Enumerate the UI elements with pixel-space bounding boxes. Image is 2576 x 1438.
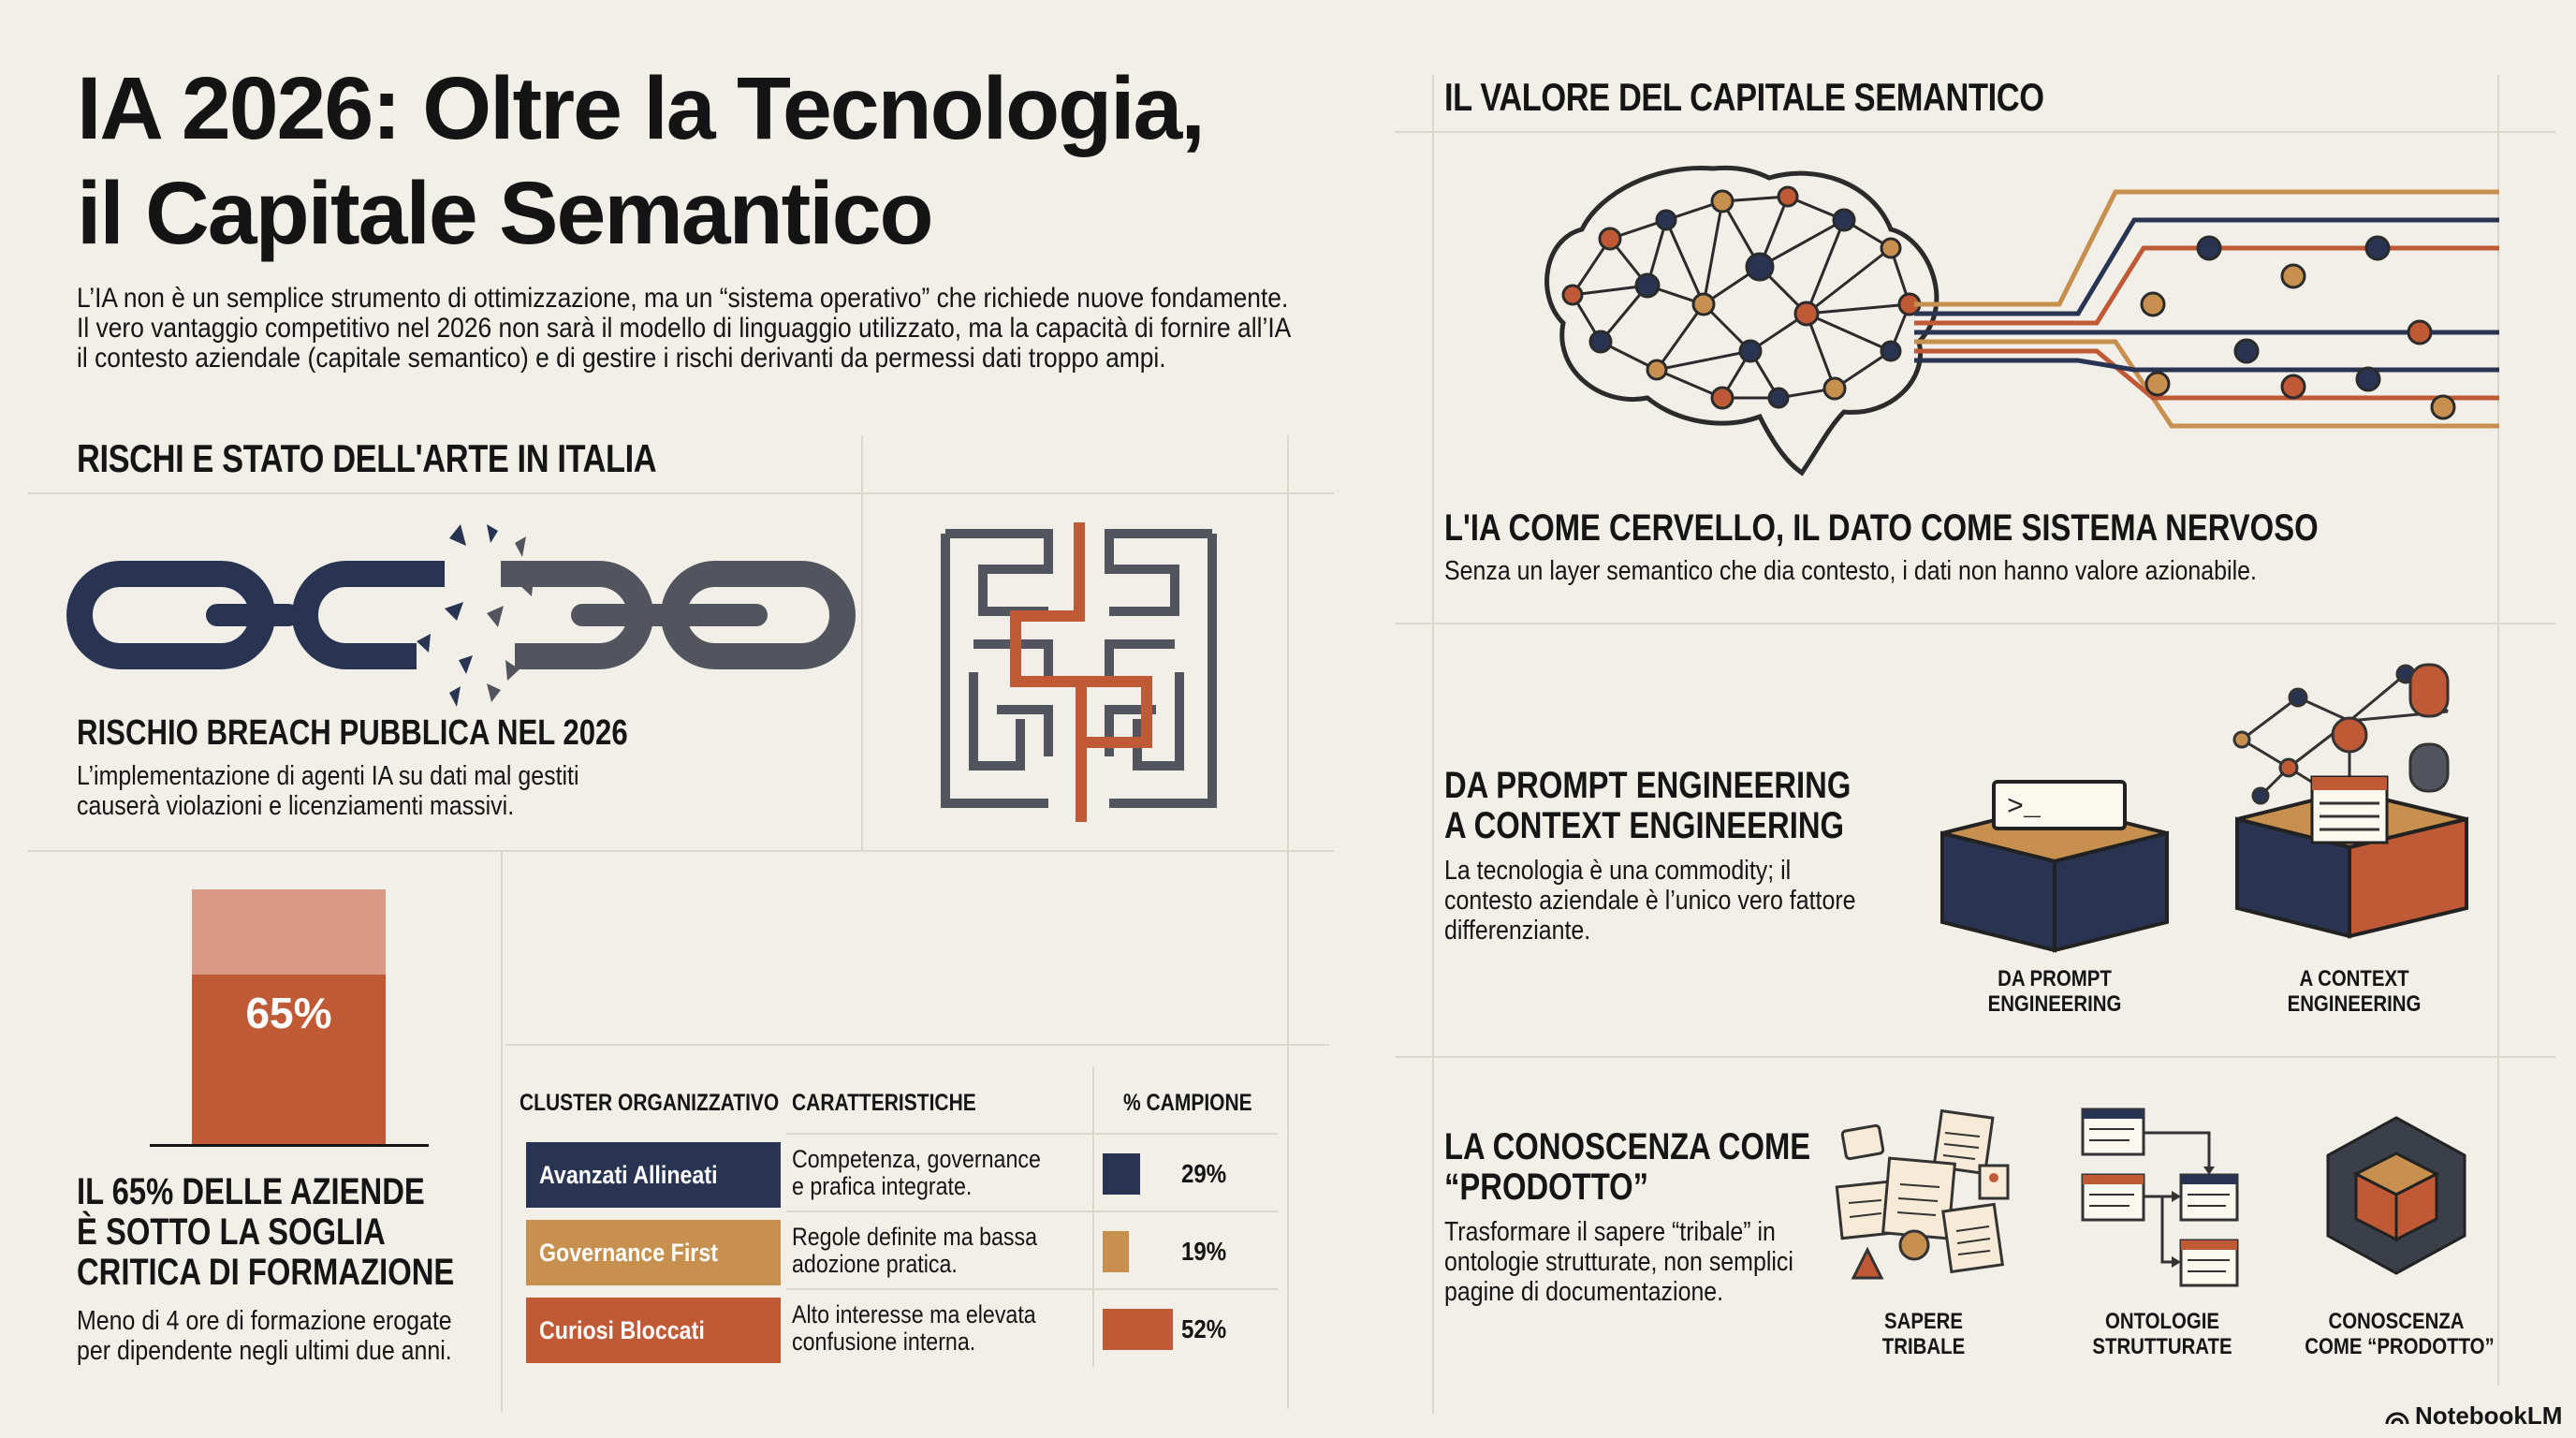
table-row-cluster: Curiosi Bloccati bbox=[526, 1298, 781, 1363]
table-row-percentage: 19% bbox=[1181, 1237, 1227, 1266]
caption-knowledge-product: CONOSCENZA COME “PRODOTTO” bbox=[2305, 1309, 2495, 1359]
intro-text: L’IA non è un semplice strumento di ottimizzazione, ma un “sistema operativo” che richiede nuove fondamente. Il vero vantaggio competitivo nel 2026 non sarà il modello di linguaggio utilizzato, ma la capacità di fornire all’IA il contesto aziendale (capitale semantico) e di gestire i rischi derivanti da permessi dati troppo ampi. bbox=[77, 283, 1292, 374]
table-divider bbox=[786, 1133, 1278, 1135]
grid-line bbox=[1395, 131, 2555, 133]
caption-tribal: SAPERE TRIBALE bbox=[1881, 1309, 1966, 1359]
grid-line bbox=[861, 435, 863, 852]
prompt-symbol: >_ bbox=[2007, 792, 2042, 824]
brain-text: Senza un layer semantico che dia contesto, i dati non hanno valore azionabile. bbox=[1444, 556, 2257, 586]
knowledge-cube-icon bbox=[2326, 1116, 2466, 1275]
table-header-percentage: % CAMPIONE bbox=[1123, 1090, 1252, 1116]
table-header-cluster: CLUSTER ORGANIZZATIVO bbox=[520, 1090, 780, 1116]
page-title: IA 2026: Oltre la Tecnologia, il Capitale Semantico bbox=[77, 59, 1204, 263]
table-divider bbox=[786, 1211, 1278, 1212]
table-row-description: Alto interesse ma elevata confusione interna. bbox=[792, 1300, 1036, 1356]
caption-ontologies: ONTOLOGIE STRUTTURATE bbox=[2092, 1309, 2232, 1359]
training-bar-label: 65% bbox=[245, 989, 332, 1037]
section-heading-risks: RISCHI E STATO DELL'ARTE IN ITALIA bbox=[77, 436, 657, 480]
tribal-notes-icon bbox=[1835, 1105, 2012, 1283]
grid-line bbox=[501, 850, 503, 1412]
breach-title: RISCHIO BREACH PUBBLICA NEL 2026 bbox=[77, 713, 628, 753]
context-title: DA PROMPT ENGINEERING A CONTEXT ENGINEERING bbox=[1444, 765, 1852, 846]
grid-line bbox=[28, 850, 1334, 852]
brand-name: NotebookLM bbox=[2415, 1401, 2563, 1430]
table-divider bbox=[1092, 1067, 1094, 1367]
maze-icon bbox=[941, 522, 1222, 822]
table-row-percentage: 52% bbox=[1181, 1314, 1227, 1343]
brain-title: L'IA COME CERVELLO, IL DATO COME SISTEMA NERVOSO bbox=[1444, 507, 2319, 549]
prompt-box-icon bbox=[1938, 768, 2172, 955]
context-text: La tecnologia è una commodity; il contesto aziendale è l’unico vero fattore differenziante. bbox=[1444, 856, 1856, 946]
grid-line bbox=[1287, 435, 1289, 1409]
brain-network-icon bbox=[1535, 164, 2509, 482]
table-row-cluster: Governance First bbox=[526, 1220, 781, 1285]
training-title: IL 65% DELLE AZIENDE È SOTTO LA SOGLIA CRITICA DI FORMAZIONE bbox=[77, 1171, 455, 1293]
caption-context-engineering: A CONTEXT ENGINEERING bbox=[2287, 966, 2422, 1017]
bar-baseline bbox=[150, 1144, 429, 1147]
breach-text: L’implementazione di agenti IA su dati mal gestiti causerà violazioni e licenziamenti massivi. bbox=[77, 761, 579, 821]
grid-line bbox=[1395, 623, 2555, 624]
notebooklm-icon bbox=[2385, 1407, 2409, 1426]
table-row-description: Regole definite ma bassa adozione pratica. bbox=[792, 1223, 1038, 1278]
knowledge-text: Trasformare il sapere “tribale” in ontologie strutturate, non semplici pagine di documentazione. bbox=[1444, 1217, 1793, 1307]
caption-prompt-engineering: DA PROMPT ENGINEERING bbox=[1987, 966, 2122, 1017]
grid-line bbox=[505, 1044, 1329, 1046]
grid-line bbox=[28, 492, 1334, 494]
brand-logo bbox=[2385, 1401, 2562, 1431]
table-row-swatch bbox=[1103, 1309, 1173, 1350]
knowledge-title: LA CONOSCENZA COME “PRODOTTO” bbox=[1444, 1126, 1811, 1208]
table-row-swatch bbox=[1103, 1153, 1140, 1195]
grid-line bbox=[1395, 1056, 2555, 1058]
table-divider bbox=[786, 1288, 1278, 1290]
broken-chain-icon bbox=[75, 520, 861, 716]
table-header-characteristics: CARATTERISTICHE bbox=[792, 1090, 976, 1116]
grid-line bbox=[1432, 75, 1434, 1414]
ontology-flow-icon bbox=[2078, 1105, 2247, 1292]
section-heading-value: IL VALORE DEL CAPITALE SEMANTICO bbox=[1444, 75, 2044, 119]
table-row-description: Competenza, governance e prafica integrate. bbox=[792, 1145, 1041, 1200]
table-row-swatch bbox=[1103, 1231, 1129, 1272]
table-row-percentage: 29% bbox=[1181, 1159, 1227, 1188]
table-row-cluster: Avanzati Allineati bbox=[526, 1142, 781, 1208]
context-box-icon bbox=[2232, 655, 2476, 955]
training-text: Meno di 4 ore di formazione erogate per dipendente negli ultimi due anni. bbox=[77, 1306, 452, 1366]
